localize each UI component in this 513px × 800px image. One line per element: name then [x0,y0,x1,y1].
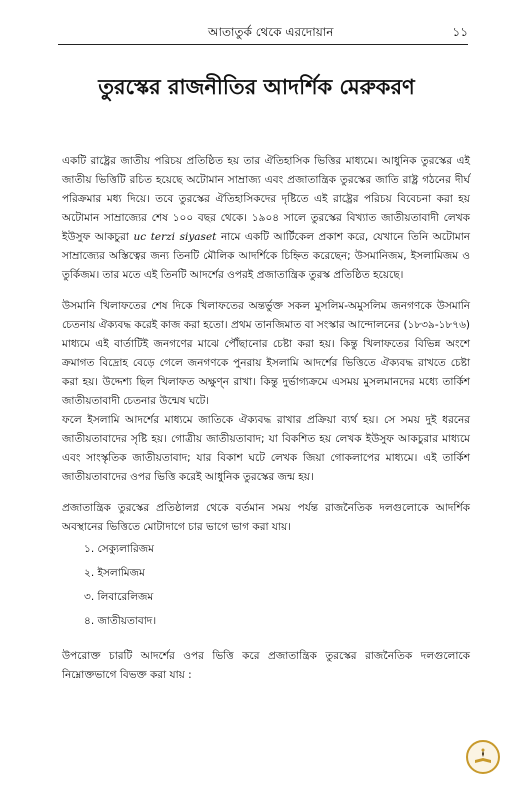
article-title-italic: uc terzi siyaset [133,231,217,243]
chapter-title: তুরস্কের রাজনীতির আদর্শিক মেরুকরণ [98,75,415,99]
open-book-icon [468,742,498,772]
paragraph-5: উপরোক্ত চারটি আদর্শের ওপর ভিত্তি করে প্রজাতান্ত্রিক তুরস্কের রাজনৈতিক দলগুলোকে নিম্নোক্তভাগে বিভক্ত করা যায় : [62,650,470,681]
publisher-logo-icon [466,740,500,774]
running-title: আতাতুর্ক থেকে এরদোয়ান [208,25,334,39]
paragraph-1-part-b: নামে একটি আর্টিকেল প্রকাশ করে, যেখানে তিনি অটোমান সাম্রাজ্যের অস্তিত্বের জন্য তিনটি মৌলিক আদর্শিকে চিহ্নিত করেছেন; উসমানিজম, ইসলামিজম ও তুর্কিজম। তার মতে এই তিনটি আদর্শের ওপরই প্রজাতান্ত্রিক তুরস্ক প্রতিষ্ঠিত হয়েছে। [62,231,471,281]
body-text [62,152,470,697]
paragraph-4: প্রজাতান্ত্রিক তুরস্কের প্রতিষ্ঠালগ্ন থেকে বর্তমান সময় পর্যন্ত রাজনৈতিক দলগুলোকে আদর্শিক অবস্থানের ভিত্তিতে মোটাদাগে চার ভাগে ভাগ করা যায়। [62,502,470,533]
ideology-list [62,537,470,633]
paragraph-3: ফলে ইসলামি আদর্শের মাধ্যমে জাতিকে ঐক্যবদ্ধ রাখার প্রক্রিয়া ব্যর্থ হয়। সে সময় দুই ধরনের জাতীয়তাবাদের সৃষ্টি হয়। গোত্রীয় জাতীয়তাবাদ; যা বিকশিত হয় লেখক ইউসুফ আকচুরার মাধ্যমে এবং সাংস্কৃতিক জাতীয়তাবাদ; যার বিকাশ ঘটে লেখক জিয়া গোকলাপের মাধ্যমে। এই তার্কিশ জাতীয়তাবাদের ওপর ভিত্তি করেই আধুনিক তুরস্কের জন্ম হয়। [62,414,470,483]
list-item: ৪. জাতীয়তাবাদ। [84,615,157,627]
running-header [58,22,468,45]
list-item: ৩. লিবারেলিজম [84,591,154,603]
paragraph-2: উসমানি খিলাফতের শেষ দিকে খিলাফতের অন্তর্ভুক্ত সকল মুসলিম-অমুসলিম জনগণকে উসমানি চেতনায় ঐক্যবদ্ধ করেই কাজ করা হতো। প্রথম তানজিমাত বা সংস্কার আন্দোলনের (১৮৩৯-১৮৭৬) মাধ্যমে এই বার্তাটিই জনগণের মাঝে পৌঁছানোর চেষ্টা করা হয়। কিন্তু খিলাফতের বিভিন্ন অংশে ক্রমাগত বিদ্রোহ বেড়ে গেলে জনগণকে পুনরায় ইসলামি আদর্শের ভিত্তিতে ঐক্যবদ্ধ রাখতে চেষ্টা করা হয়। উদ্দেশ্য ছিল খিলাফত অক্ষুণ্ন রাখা। কিন্তু দুর্ভাগ্যক্রমে এসময় মুসলমানদের মধ্যে তার্কিশ জাতীয়তাবাদী চেতনার উন্মেষ ঘটে। [62,300,470,407]
paragraph-1-part-a: একটি রাষ্ট্রের জাতীয় পরিচয় প্রতিষ্ঠিত হয় তার ঐতিহাসিক ভিত্তির মাধ্যমে। আধুনিক তুরস্কের এই জাতীয় ভিত্তিটি রচিত হয়েছে অটোমান সাম্রাজ্য এবং প্রজাতান্ত্রিক তুরস্কের জাতি রাষ্ট্র গঠনের দীর্ঘ পরিক্রমার মধ্য দিয়ে। তবে তুরস্কের ঐতিহাসিকদের দৃষ্টিতে এই রাষ্ট্রের পরিচয় বিবেচনা করা হয় অটোমান সাম্রাজ্যের শেষ ১০০ বছর থেকে। ১৯০৪ সালে তুরস্কের বিখ্যাত জাতীয়তাবাদী লেখক ইউসুফ আকচুরা [62,155,470,243]
paragraph-1 [62,152,470,285]
list-item: ২. ইসলামিজম [84,567,145,579]
list-item: ১. সেক্যুলারিজম [84,543,154,555]
page-number: ১১ [452,25,468,39]
